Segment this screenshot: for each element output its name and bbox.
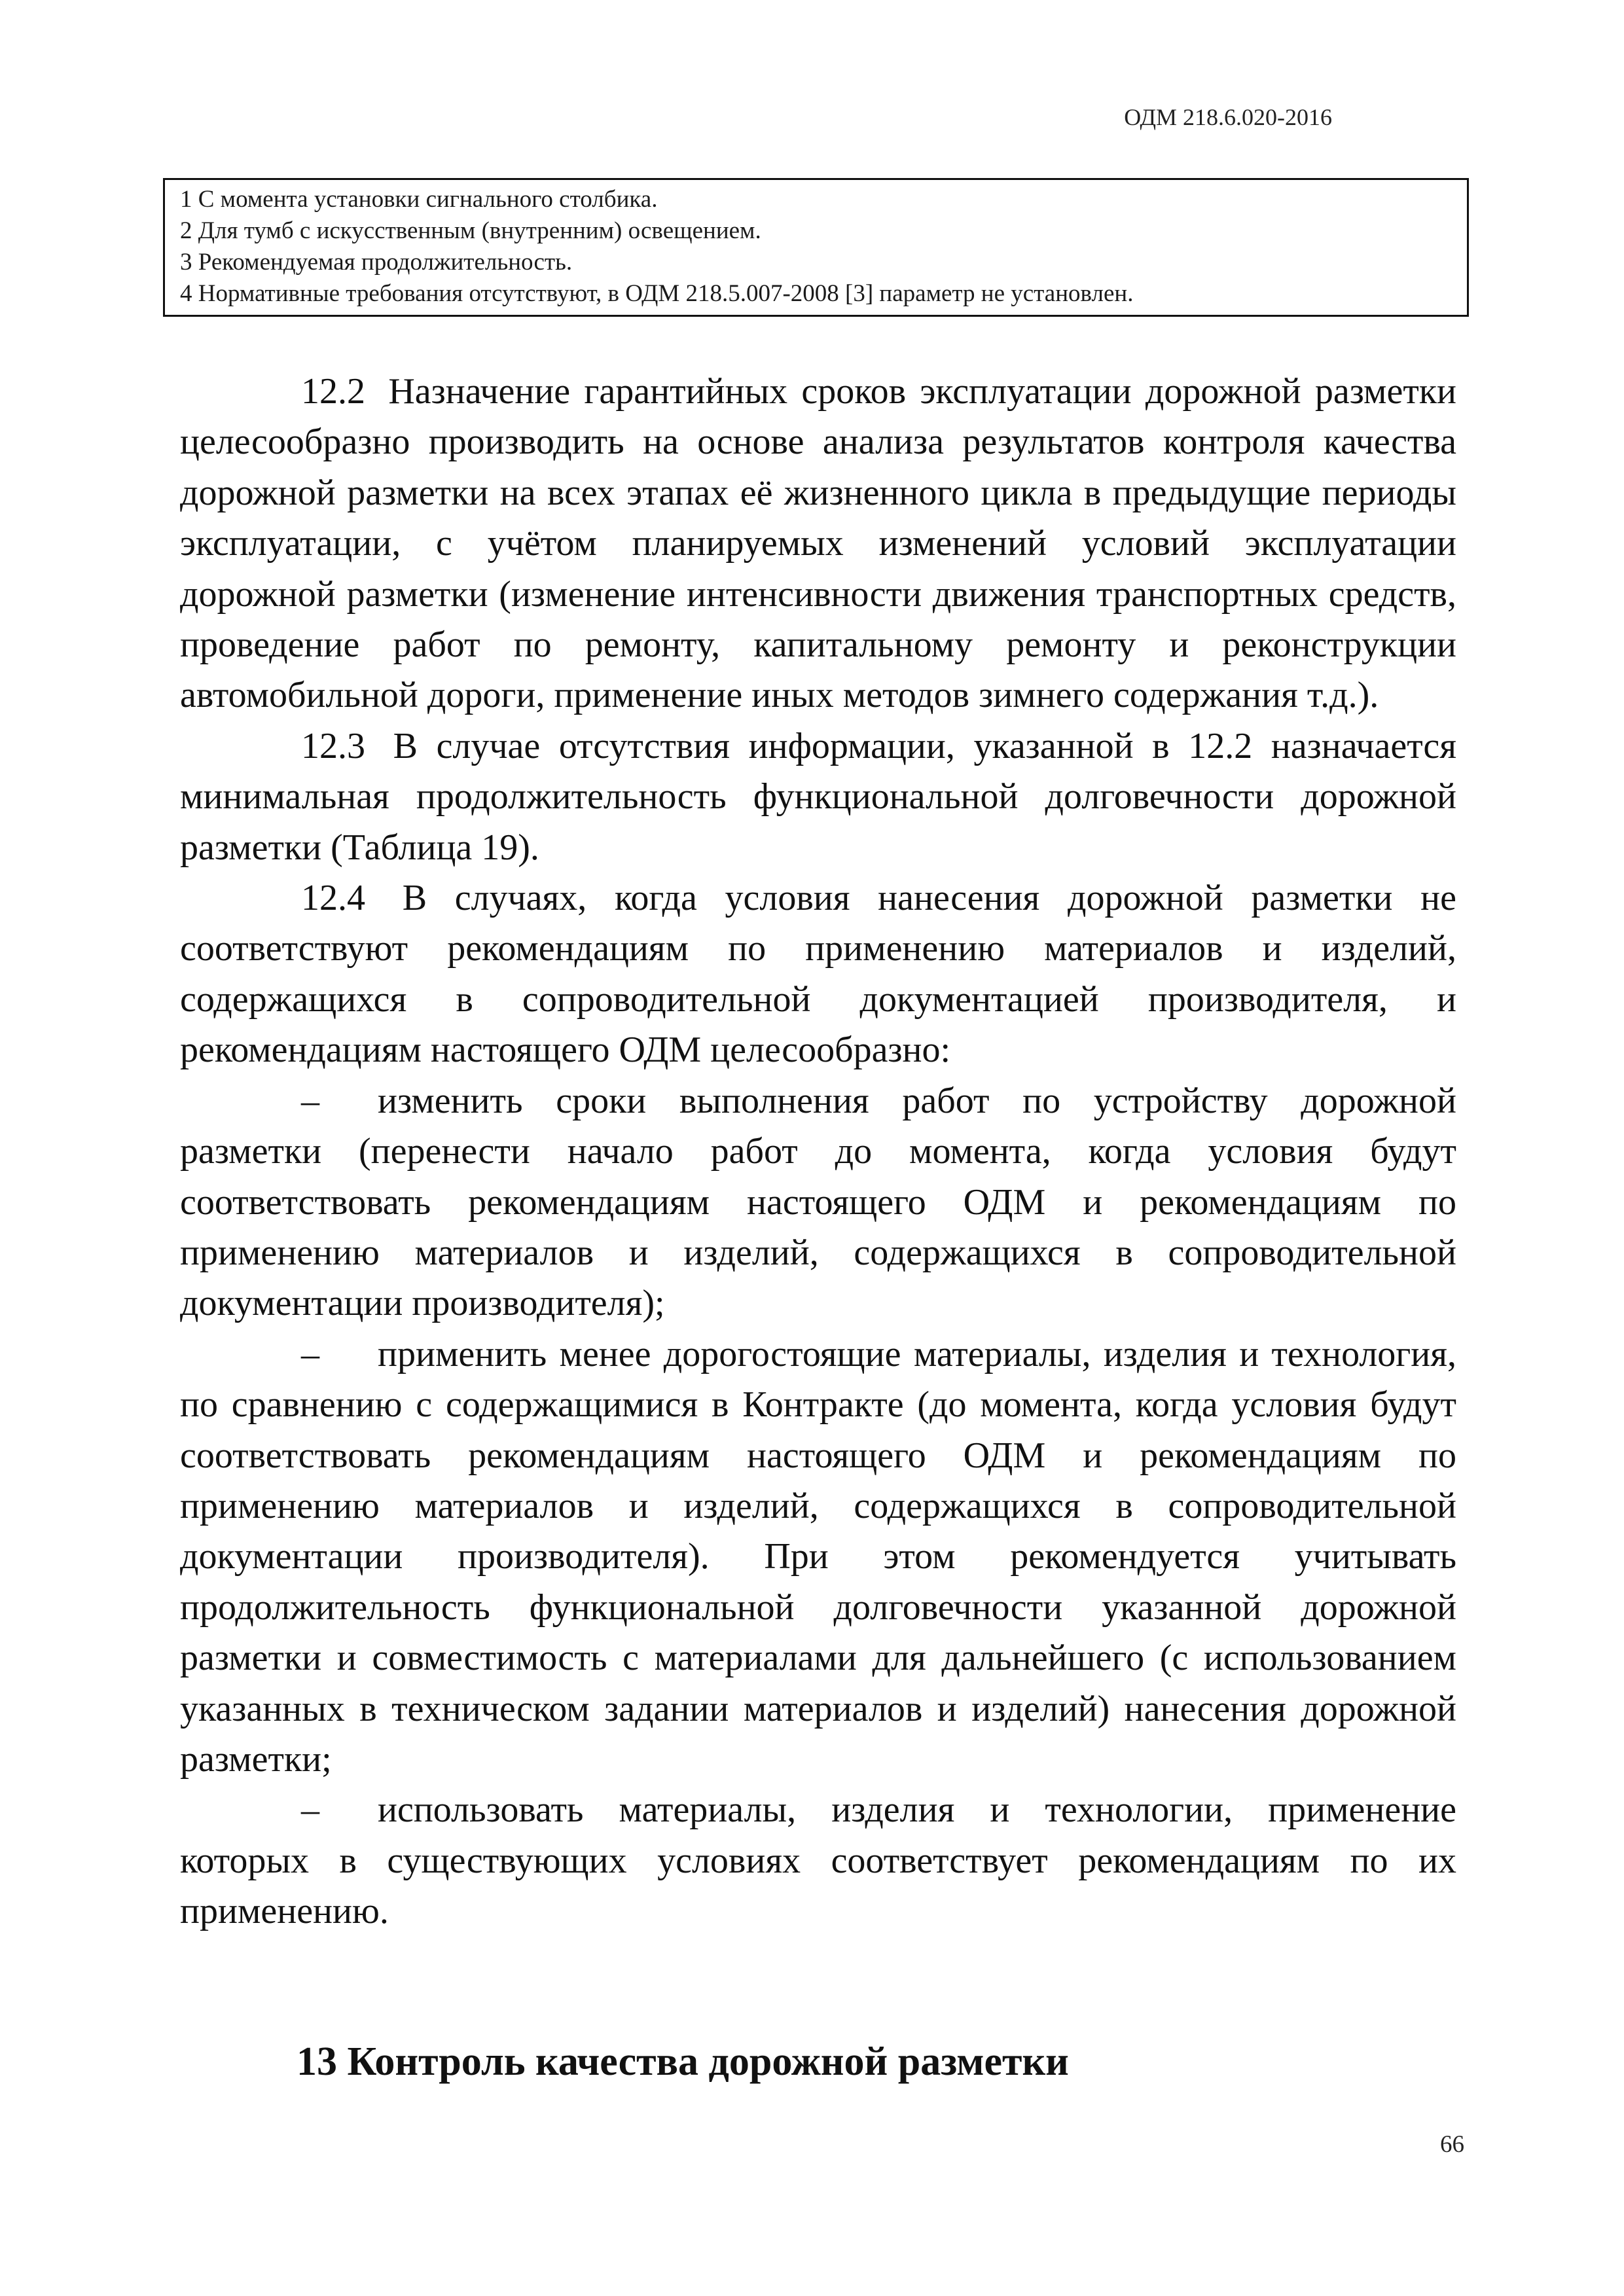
paragraph-12-2 [180,367,1456,721]
table-note: 1 С момента установки сигнального столбика. [180,186,658,213]
list-item-text: использовать материалы, изделия и технологии, применение которых в существующих условиях соответствует рекомендациям по их применению. [180,1789,1456,1932]
body-text [180,367,1456,1937]
page-number: 66 [1440,2131,1464,2158]
paragraph-text: В случаях, когда условия нанесения дорожной разметки не соответствуют рекомендациям по применению материалов и изделий, содержащихся в сопроводительной документацией производителя, и рекомендациям настоящего ОДМ целесообразно: [180,878,1457,1071]
list-item-text: изменить сроки выполнения работ по устройству дорожной разметки (перенести начало работ до момента, когда условия будут соответствовать рекомендациям настоящего ОДМ и рекомендациям по применению материалов и изделий, содержащихся в сопроводительной документации производителя); [180,1080,1456,1324]
dash-bullet: – [301,1789,319,1831]
list-item [180,1329,1456,1785]
list-item [180,1785,1456,1937]
table-note: 3 Рекомендуемая продолжительность. [180,249,573,276]
list-item [180,1076,1456,1329]
list-item-text: применить менее дорогостоящие материалы, изделия и технология, по сравнению с содержащимися в Контракте (до момента, когда условия будут соответствовать рекомендациям настоящего ОДМ и рекомендациям по применению материалов и изделий, содержащихся в сопроводительной документации производителя). При этом рекомендуется учитывать продолжительность функциональной долговечности указанной дорожной разметки и совместимость с материалами для дальнейшего (с использованием указанных в техническом задании материалов и изделий) нанесения дорожной разметки; [180,1333,1456,1780]
document-code: ОДМ 218.6.020-2016 [1124,104,1332,130]
paragraph-number: 12.4 [301,878,365,919]
table-note: 2 Для тумб с искусственным (внутренним) освещением. [180,217,761,244]
dash-bullet: – [301,1080,319,1121]
paragraph-text: Назначение гарантийных сроков эксплуатации дорожной разметки целесообразно производить на основе анализа результатов контроля качества дорожной разметки на всех этапах её жизненного цикла в предыдущие периоды эксплуатации, с учётом планируемых изменений условий эксплуатации дорожной разметки (изменение интенсивности движения транспортных средств, проведение работ по ремонту, капитальному ремонту и реконструкции автомобильной дороги, применение иных методов зимнего содержания т.д.). [180,371,1457,716]
section-heading: 13 Контроль качества дорожной разметки [297,2039,1069,2084]
paragraph-12-4 [180,873,1456,1076]
table-notes [163,178,1469,317]
table-note: 4 Нормативные требования отсутствуют, в ОДМ 218.5.007-2008 [3] параметр не установлен. [180,280,1134,307]
dash-bullet: – [301,1333,319,1374]
paragraph-number: 12.3 [301,725,365,766]
paragraph-number: 12.2 [301,371,365,412]
paragraph-12-3 [180,721,1456,873]
paragraph-text: В случае отсутствия информации, указанной в 12.2 назначается минимальная продолжительность функциональной долговечности дорожной разметки (Таблица 19). [180,725,1456,868]
